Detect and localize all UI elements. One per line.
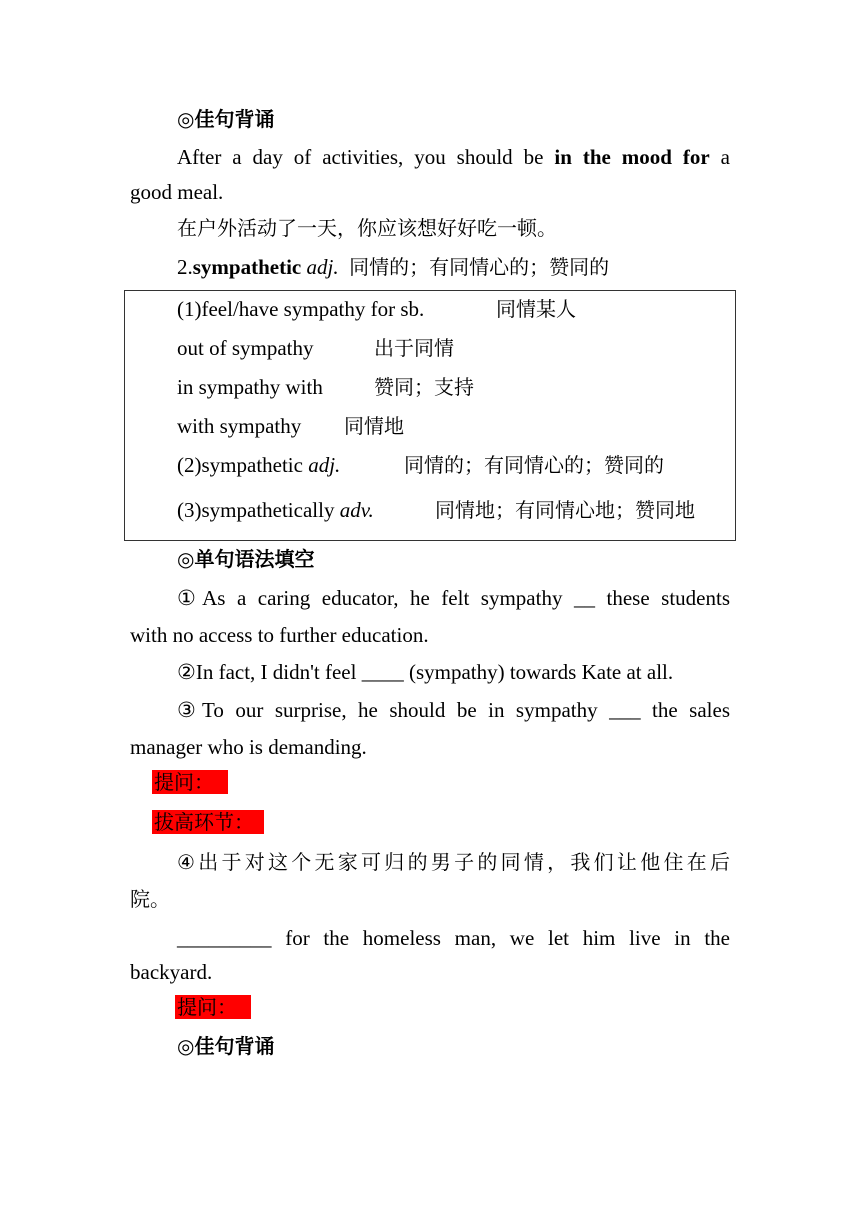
improve-label: [152, 808, 264, 836]
question-1-line2: with no access to further education.: [130, 623, 429, 647]
box-meaning: 同情某人: [496, 297, 576, 321]
box-meaning: 同情地: [344, 414, 404, 438]
example-text: After a day of activities, you should be: [177, 145, 555, 169]
example-text-end: a: [709, 145, 731, 169]
question-4-en-line1: _________ for the homeless man, we let him live in the: [177, 926, 730, 950]
section-heading-grammar: ◎单句语法填空: [177, 547, 315, 571]
entry-pos: adj.: [306, 255, 339, 279]
question-2: ②In fact, I didn't feel ____ (sympathy) towards Kate at all.: [177, 660, 674, 684]
box-meaning: 同情地；有同情心地；赞同地: [435, 498, 695, 522]
box-item: [177, 373, 323, 401]
improve-highlight: 拔高环节：: [152, 810, 264, 834]
box-phrase: (3)sympathetically: [177, 498, 340, 522]
box-phrase: (2)sympathetic: [177, 453, 309, 477]
section-heading-recite-2: ◎佳句背诵: [177, 1034, 275, 1058]
ask-label-2: [175, 993, 251, 1021]
entry-number: 2.: [177, 255, 193, 279]
box-phrase-pos: adj.: [308, 453, 341, 477]
box-item: [177, 496, 374, 524]
ask-highlight: 提问：: [152, 770, 228, 794]
box-meaning: 出于同情: [374, 336, 454, 360]
example-sentence-cn: 在户外活动了一天，你应该想好好吃一顿。: [177, 216, 557, 240]
question-4-en-line2: backyard.: [130, 960, 213, 984]
vocab-entry: [177, 253, 609, 281]
box-phrase: with sympathy: [177, 414, 302, 438]
section-heading-recite: ◎佳句背诵: [177, 107, 275, 131]
box-meaning: 赞同；支持: [374, 375, 474, 399]
box-item: [177, 295, 424, 323]
box-meaning: 同情的；有同情心的；赞同的: [404, 453, 664, 477]
box-phrase: (1)feel/have sympathy for sb.: [177, 297, 425, 321]
box-phrase: out of sympathy: [177, 336, 314, 360]
box-phrase: in sympathy with: [177, 375, 323, 399]
ask-label-1: [152, 768, 228, 796]
box-item: [177, 412, 301, 440]
question-4-cn-line1: ④出于对这个无家可归的男子的同情，我们让他住在后: [177, 850, 730, 874]
example-sentence-en-line1: [177, 143, 730, 171]
box-phrase-pos: adv.: [339, 498, 374, 522]
entry-meaning: 同情的；有同情心的；赞同的: [349, 255, 610, 279]
example-phrase-bold: in the mood for: [554, 145, 710, 169]
box-item: [177, 334, 314, 362]
question-1-line1: ①As a caring educator, he felt sympathy __ these students: [177, 586, 730, 610]
entry-word: sympathetic: [192, 255, 302, 279]
question-3-line1: ③To our surprise, he should be in sympathy ___ the sales: [177, 698, 730, 722]
question-3-line2: manager who is demanding.: [130, 735, 367, 759]
question-4-cn-line2: 院。: [130, 887, 170, 911]
box-item: [177, 451, 340, 479]
example-sentence-en-line2: good meal.: [130, 180, 224, 204]
ask-highlight: 提问：: [175, 995, 251, 1019]
